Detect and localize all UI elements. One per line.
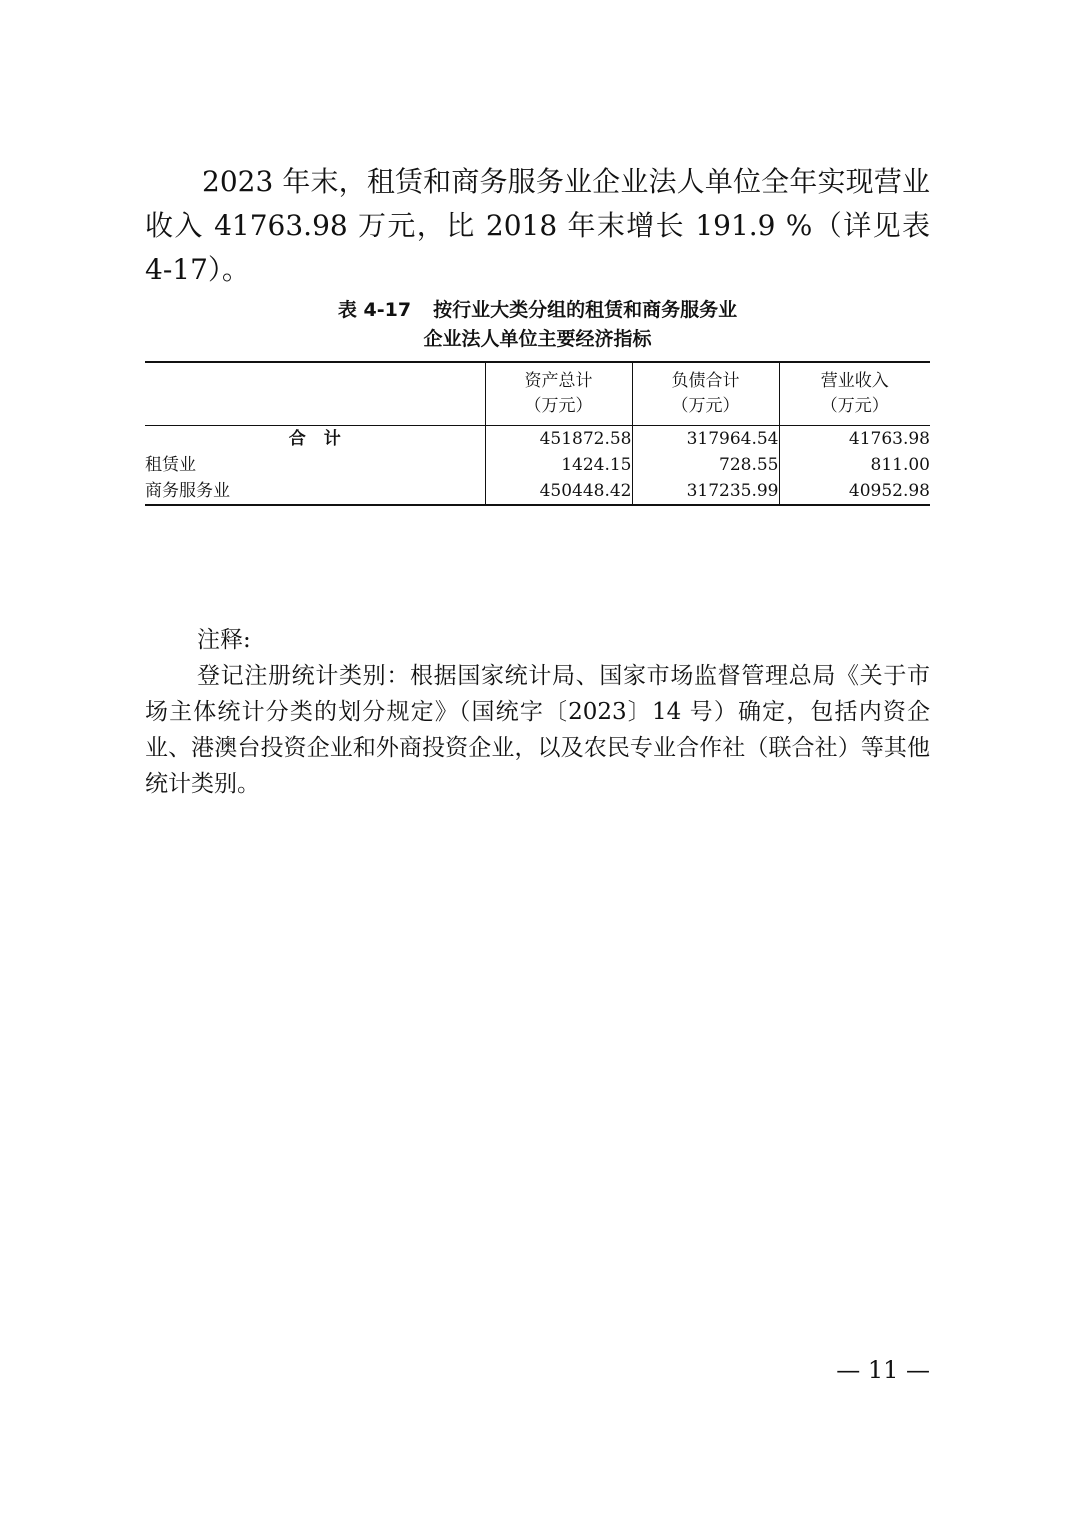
cell-total-liabilities: 317235.99: [632, 478, 779, 505]
header-name: 资产总计: [524, 371, 593, 391]
cell-operating-revenue: 41763.98: [779, 426, 930, 453]
table-caption: [145, 296, 930, 354]
table-number: 表 4-17: [337, 299, 412, 321]
row-label: 租赁业: [145, 455, 196, 475]
table-caption-line-1: [145, 296, 930, 325]
notes-title: 注释:: [197, 627, 251, 653]
header-operating-revenue: [779, 362, 930, 426]
cell-operating-revenue: 40952.98: [779, 478, 930, 505]
header-unit: （万元）: [671, 396, 740, 416]
cell-total-liabilities: 728.55: [632, 452, 779, 478]
table-title: 按行业大类分组的租赁和商务服务业: [433, 299, 738, 321]
table-row: [145, 478, 930, 505]
economic-indicators-table: [145, 361, 930, 506]
header-unit: （万元）: [820, 396, 889, 416]
notes-text: 登记注册统计类别：根据国家统计局、国家市场监督管理总局《关于市场主体统计分类的划分规定》（国统字〔2023〕14 号）确定，包括内资企业、港澳台投资企业和外商投资企业，以及农民专业合作社（联合社）等其他统计类别。: [145, 663, 930, 797]
cell-operating-revenue: 811.00: [779, 452, 930, 478]
row-label: 合计: [288, 429, 359, 449]
header-name: 营业收入: [820, 371, 889, 391]
table-row: [145, 452, 930, 478]
table-row-total: [145, 426, 930, 453]
header-total-liabilities: [632, 362, 779, 426]
cell-total-assets: 451872.58: [485, 426, 632, 453]
row-label: 商务服务业: [145, 481, 230, 501]
notes-section: [145, 622, 930, 802]
header-blank-cell: [145, 362, 485, 426]
header-name: 负债合计: [671, 371, 740, 391]
header-unit: （万元）: [524, 396, 593, 416]
table-subtitle: 企业法人单位主要经济指标: [423, 328, 652, 350]
cell-total-liabilities: 317964.54: [632, 426, 779, 453]
cell-total-assets: 1424.15: [485, 452, 632, 478]
header-total-assets: [485, 362, 632, 426]
cell-total-assets: 450448.42: [485, 478, 632, 505]
table-header-row: [145, 362, 930, 426]
intro-paragraph: 2023 年末，租赁和商务服务业企业法人单位全年实现营业收入 41763.98 万元，比 2018 年末增长 191.9 %（详见表 4-17）。: [145, 165, 930, 286]
page-number: — 11 —: [836, 1356, 930, 1384]
